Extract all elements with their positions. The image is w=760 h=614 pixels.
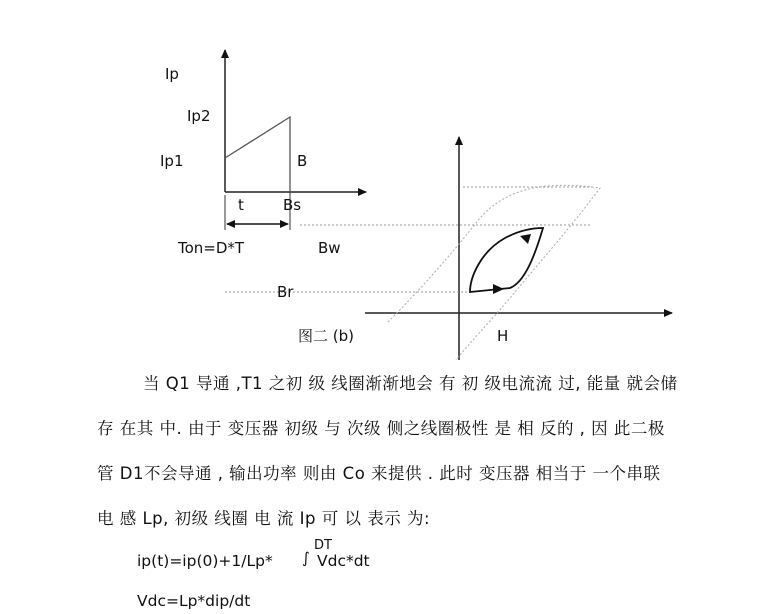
paragraph-line-3: 管 D1不会导通 , 输出功率 则由 Co 来提供 . 此时 变压器 相当于 一个串联 bbox=[97, 464, 661, 483]
label-b: B bbox=[297, 152, 308, 170]
formula-integral-limit: DT bbox=[314, 538, 332, 553]
label-bs: Bs bbox=[283, 196, 302, 214]
label-ip2: Ip2 bbox=[187, 107, 211, 125]
paragraph-line-4: 电 感 Lp, 初级 线圈 电 流 Ip 可 以 表示 为: bbox=[97, 509, 431, 528]
current-ramp-line bbox=[225, 117, 290, 192]
paragraph-line-1: 当 Q1 导通 ,T1 之初 级 线圈渐渐地会 有 初 级电流流 过, 能量 就会储 bbox=[143, 374, 678, 393]
outer-hysteresis-loop bbox=[388, 185, 600, 360]
loop-arrow-down bbox=[520, 234, 531, 244]
loop-arrow-up bbox=[493, 284, 504, 294]
figure-caption: 图二 (b) bbox=[298, 327, 354, 345]
hysteresis-diagram bbox=[225, 137, 672, 360]
label-t: t bbox=[238, 196, 244, 214]
paragraph-line-2: 存 在其 中. 由于 变压器 初级 与 次级 侧之线圈极性 是 相 反的 , 因 此二极 bbox=[97, 419, 665, 438]
label-ip: Ip bbox=[165, 65, 179, 83]
formula-vdc: Vdc=Lp*dip/dt bbox=[137, 592, 251, 610]
label-ip1: Ip1 bbox=[160, 152, 184, 170]
formula-ip-left: ip(t)=ip(0)+1/Lp* bbox=[137, 552, 273, 570]
label-h: H bbox=[497, 327, 509, 345]
formula-ip-right: Vdc*dt bbox=[317, 552, 370, 570]
integral-symbol: ∫ bbox=[302, 549, 310, 567]
inner-minor-loop bbox=[470, 228, 543, 292]
label-br: Br bbox=[277, 283, 294, 301]
label-ton: Ton=D*T bbox=[178, 239, 245, 257]
label-bw: Bw bbox=[318, 239, 341, 257]
